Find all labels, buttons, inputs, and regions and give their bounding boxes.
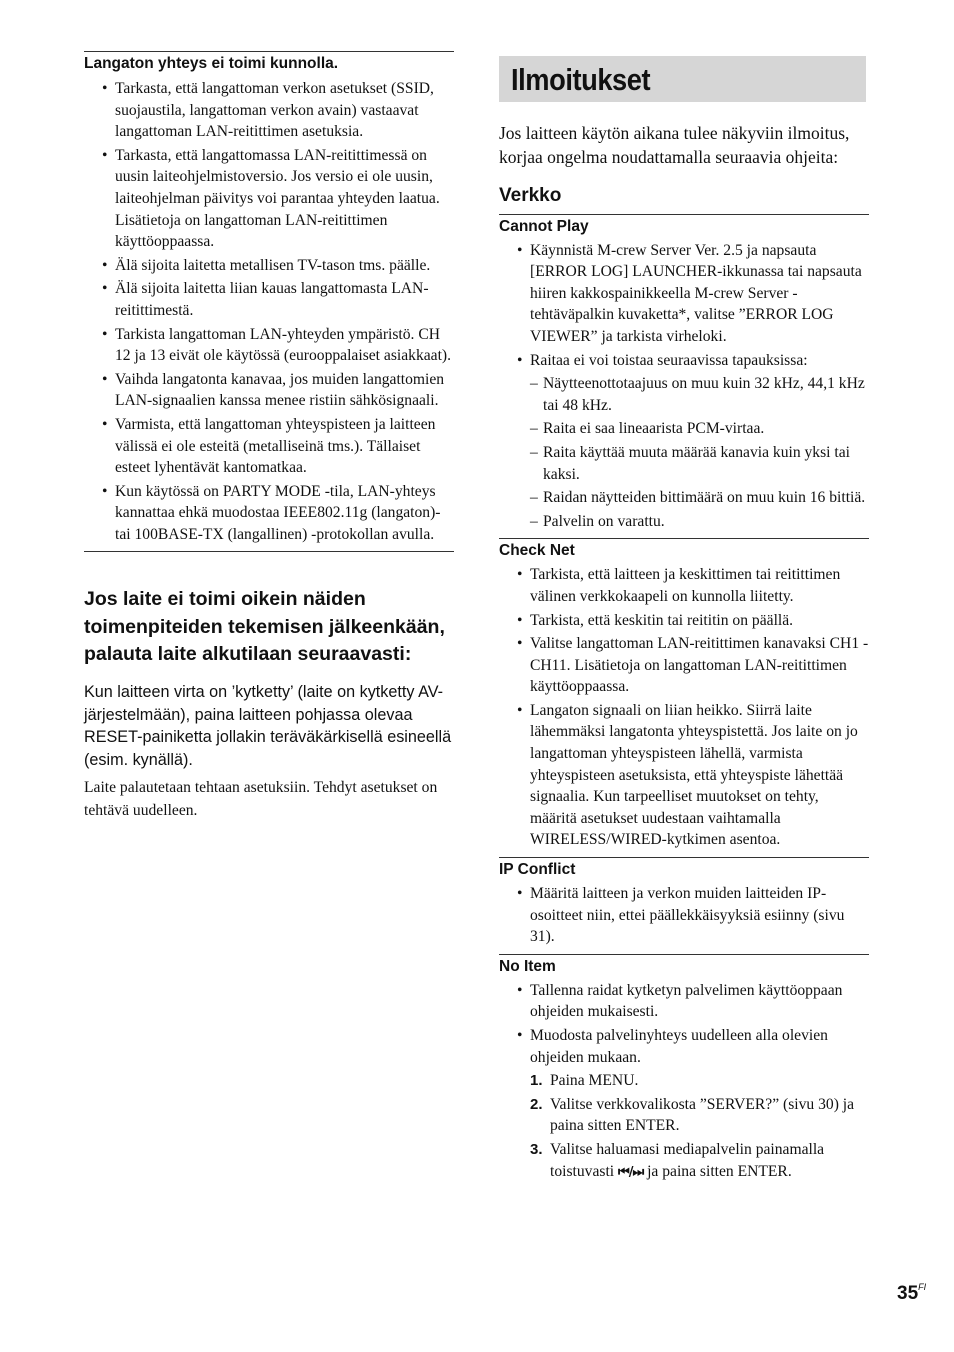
- wireless-issue-title: Langaton yhteys ei toimi kunnolla.: [84, 55, 339, 72]
- list-item: • Muodosta palvelinyhteys uudelleen alla olevien ohjeiden mukaan.: [517, 1027, 828, 1066]
- reset-heading: Jos laite ei toimi oikein näiden toimenpiteiden tekemisen jälkeenkään, palauta laite alkutilaan seuraavasti:: [84, 588, 445, 666]
- list-item: • Tarkasta, että langattoman verkon asetukset (SSID, suojaustila, langattoman verkon avain) vastaavat langattoman LAN-reitittimen asetuksia.: [102, 80, 434, 141]
- list-item: – Raita käyttää muuta määrää kanavia kuin yksi tai kaksi.: [530, 443, 850, 483]
- list-item: • Älä sijoita laitetta metallisen TV-tason tms. päälle.: [102, 256, 431, 274]
- message-title-ip-conflict: IP Conflict: [499, 861, 576, 879]
- step-item: 3. Valitse haluamasi mediapalvelin painamalla toistuvasti ⏮/⏭ ja paina sitten ENTER.: [530, 1140, 825, 1180]
- language-code: FI: [918, 1282, 927, 1292]
- list-item: – Näytteenottotaajuus on muu kuin 32 kHz, 44,1 kHz tai 48 kHz.: [530, 375, 865, 414]
- intro-paragraph: Jos laitteen käytön aikana tulee näkyviin ilmoitus, korjaa ongelma noudattamalla seuraavia ohjeita:: [499, 123, 850, 168]
- check-net-list: [499, 564, 869, 851]
- title-banner: [499, 56, 866, 102]
- list-item: • Vaihda langatonta kanavaa, jos muiden langattomien LAN-signaalien kanssa menee ristiin sähkösignaali.: [102, 370, 445, 410]
- section-heading: Verkko: [499, 184, 562, 206]
- no-item-steps: [499, 1070, 869, 1183]
- list-item: • Käynnistä M-crew Server Ver. 2.5 ja napsauta [ERROR LOG] LAUNCHER-ikkunassa tai napsauta hiiren kakkospainikkeella M-crew Server -tehtäväpalkin kuvaketta*, valitse ”ERROR LOG VIEWER” ja tarkista virheloki.: [517, 241, 862, 345]
- list-item: • Älä sijoita laitetta liian kauas langattomasta LAN-reitittimestä.: [102, 280, 429, 319]
- step-item: 1. Paina MENU.: [530, 1072, 639, 1090]
- cannot-play-list: [499, 240, 869, 372]
- list-item: • Tarkista langattoman LAN-yhteyden ympäristö. CH 12 ja 13 eivät ole käytössä (eurooppalaiset asiakkaat).: [102, 325, 452, 365]
- list-item: • Tarkasta, että langattomassa LAN-reitittimessä on uusin laiteohjelmistoversio. Jos versio ei ole uusin, laiteohjelman päivitys voi parantaa yhteyden laatua. Lisätietoja on langattoman LAN-reitittimen käyttöoppaassa.: [102, 146, 440, 251]
- prev-next-icon: ⏮/⏭: [618, 1164, 644, 1180]
- list-item: – Raidan näytteiden bittimäärä on muu kuin 16 bittiä.: [530, 489, 866, 507]
- list-item: • Tallenna raidat kytketyn palvelimen käyttöoppaan ohjeiden mukaisesti.: [517, 981, 843, 1021]
- list-item: • Varmista, että langattoman yhteyspisteen ja laitteen välissä ei ole esteitä (metalliseinä tms.). Tällaiset esteet lyhentävät kantomatkaa.: [102, 415, 436, 477]
- step-item: 2. Valitse verkkovalikosta ”SERVER?” (sivu 30) ja paina sitten ENTER.: [530, 1095, 855, 1135]
- page-title: Ilmoitukset: [511, 62, 651, 97]
- list-item: • Määritä laitteen ja verkon muiden laitteiden IP-osoitteet niin, ettei päällekkäisyyksiä esiinny (sivu 31).: [517, 885, 845, 946]
- wireless-bullet-list: [84, 78, 454, 545]
- reset-note: Laite palautetaan tehtaan asetuksiin. Tehdyt asetukset on tehtävä uudelleen.: [84, 779, 438, 820]
- list-item: • Tarkista, että laitteen ja keskittimen tai reitittimen välinen verkkokaapeli on kunnolla liitetty.: [517, 566, 841, 605]
- list-item: • Raitaa ei voi toistaa seuraavissa tapauksissa:: [517, 351, 808, 369]
- message-title-no-item: No Item: [499, 957, 556, 975]
- list-item: • Tarkista, että keskitin tai reititin on päällä.: [517, 611, 794, 629]
- cannot-play-dash-list: [499, 373, 869, 532]
- no-item-list: [499, 980, 869, 1068]
- list-item: – Palvelin on varattu.: [530, 512, 665, 530]
- right-column: [499, 0, 869, 1185]
- list-item: – Raita ei saa lineaarista PCM-virtaa.: [530, 420, 765, 438]
- message-title-check-net: Check Net: [499, 542, 575, 560]
- page-number: $35^{FI}$: [897, 1282, 927, 1304]
- list-item: • Langaton signaali on liian heikko. Siirrä laite lähemmäksi langatonta yhteyspistettä. Jos laite on jo langattoman yhteyspisteen lähellä, varmista yhteyspisteen asetuksista, että yhteyspiste lähettää signaalia. Kun tarpeelliset muutokset on tehty, määritä asetukset uudestaan vaihtamalla WIRELESS/WIRED-kytkimen asentoa.: [517, 701, 858, 849]
- left-column: [84, 0, 454, 822]
- reset-instruction: Kun laitteen virta on ’kytketty’ (laite on kytketty AV-järjestelmään), paina laitteen pohjassa olevaa RESET-painiketta jollakin teräväkärkisellä esineellä (esim. kynällä).: [84, 683, 452, 769]
- section-rule-bottom: [84, 551, 454, 552]
- list-item: • Valitse langattoman LAN-reitittimen kanavaksi CH1 - CH11. Lisätietoja on langattoman LAN-reitittimen käyttöoppaassa.: [517, 635, 869, 696]
- list-item: • Kun käytössä on PARTY MODE -tila, LAN-yhteys kannattaa ehkä muodostaa IEEE802.11g (langaton)- tai 100BASE-TX (langallinen) -protokollan avulla.: [102, 482, 441, 543]
- ip-conflict-list: [499, 883, 869, 948]
- message-title-cannot-play: Cannot Play: [499, 217, 589, 235]
